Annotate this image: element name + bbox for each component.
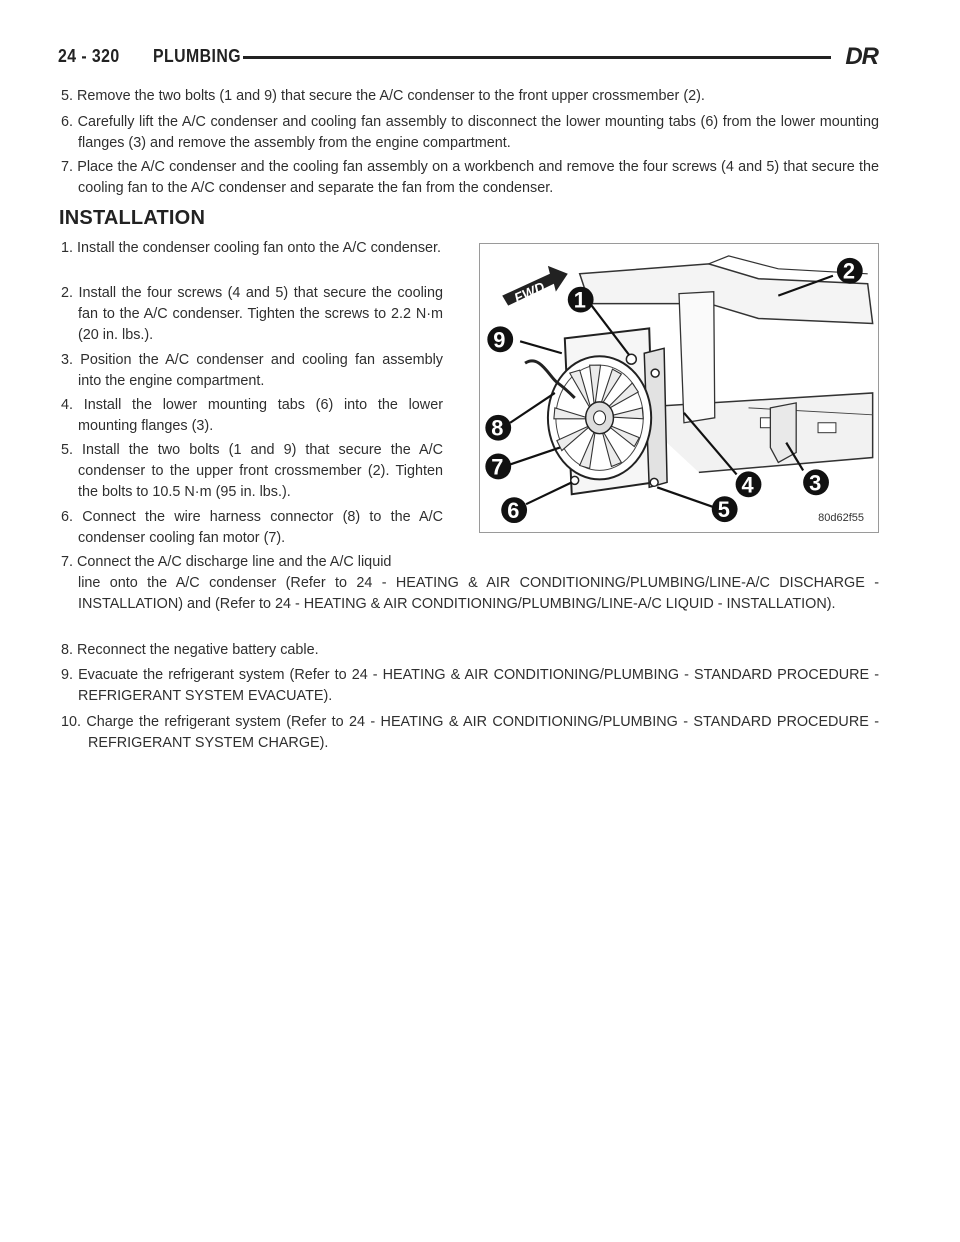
fwd-arrow xyxy=(502,266,568,306)
install-step-10: 10. Charge the refrigerant system (Refer to 24 - HEATING & AIR CONDITIONING/PLUMBING - STANDARD PROCEDURE - REFRIGERANT SYSTEM CHARGE). xyxy=(61,714,879,751)
callout-1: 1 xyxy=(573,287,586,313)
page-header xyxy=(58,43,878,70)
fwd-label: FWD xyxy=(511,278,548,306)
callout-2: 2 xyxy=(842,258,856,284)
installation-heading: INSTALLATION xyxy=(59,207,206,229)
callout-5: 5 xyxy=(717,497,730,523)
install-step-7-rest: line onto the A/C condenser (Refer to 24 - HEATING & AIR CONDITIONING/PLUMBING/LINE-A/C DISCHARGE - INSTALLATION) and (Refer to 24 - HEATING & AIR CONDITIONING/PLUMBING/LINE-A/C LIQUID - INSTALLATION). xyxy=(78,575,879,612)
callout-4: 4 xyxy=(741,472,754,498)
removal-step-7: 7. Place the A/C condenser and the cooling fan assembly on a workbench and remove the four screws (4 and 5) that secure the cooling fan to the A/C condenser and separate the fan from the condenser. xyxy=(61,159,879,196)
callout-7: 7 xyxy=(491,454,504,480)
removal-step-5: 5. Remove the two bolts (1 and 9) that secure the A/C condenser to the front upper crossmember (2). xyxy=(61,88,705,104)
bolt-1 xyxy=(626,354,636,364)
reservoir xyxy=(679,292,715,423)
install-step-3: 3. Position the A/C condenser and cooling fan assembly into the engine compartment. xyxy=(61,352,443,389)
install-step-8: 8. Reconnect the negative battery cable. xyxy=(61,642,319,658)
install-step-7-line1: 7. Connect the A/C discharge line and the A/C liquid xyxy=(61,554,392,570)
section-title: PLUMBING xyxy=(153,46,241,66)
removal-step-6: 6. Carefully lift the A/C condenser and cooling fan assembly to disconnect the lower mounting tabs (6) from the lower mounting flanges (3) and remove the assembly from the engine compartment. xyxy=(61,114,879,151)
condenser-fan-illustration xyxy=(479,243,879,533)
upper-crossmember xyxy=(580,264,873,324)
install-step-1: 1. Install the condenser cooling fan onto the A/C condenser. xyxy=(61,240,442,256)
install-step-2: 2. Install the four screws (4 and 5) that secure the cooling fan to the A/C condenser. Tighten the screws to 2.2 N·m (20 in. lbs.). xyxy=(61,285,443,343)
callout-9: 9 xyxy=(493,327,506,353)
page-number: 24 - 320 xyxy=(58,46,120,66)
callout-3: 3 xyxy=(809,470,822,496)
install-step-5: 5. Install the two bolts (1 and 9) that secure the A/C condenser to the upper front crossmember (2). Tighten the bolts to 10.5 N·m (95 in. lbs.). xyxy=(61,442,443,500)
figure-id: 80d62f55 xyxy=(818,512,864,524)
install-step-9: 9. Evacuate the refrigerant system (Refer to 24 - HEATING & AIR CONDITIONING/PLUMBING - STANDARD PROCEDURE - REFRIGERANT SYSTEM EVACUATE). xyxy=(61,667,879,704)
header-rule xyxy=(243,56,831,59)
callout-6: 6 xyxy=(507,498,520,524)
illustration-svg xyxy=(480,244,878,532)
install-step-6: 6. Connect the wire harness connector (8) to the A/C condenser cooling fan motor (7). xyxy=(61,509,443,546)
model-code: DR xyxy=(845,43,878,70)
install-step-4: 4. Install the lower mounting tabs (6) into the lower mounting flanges (3). xyxy=(61,397,443,434)
callout-8: 8 xyxy=(491,415,504,441)
